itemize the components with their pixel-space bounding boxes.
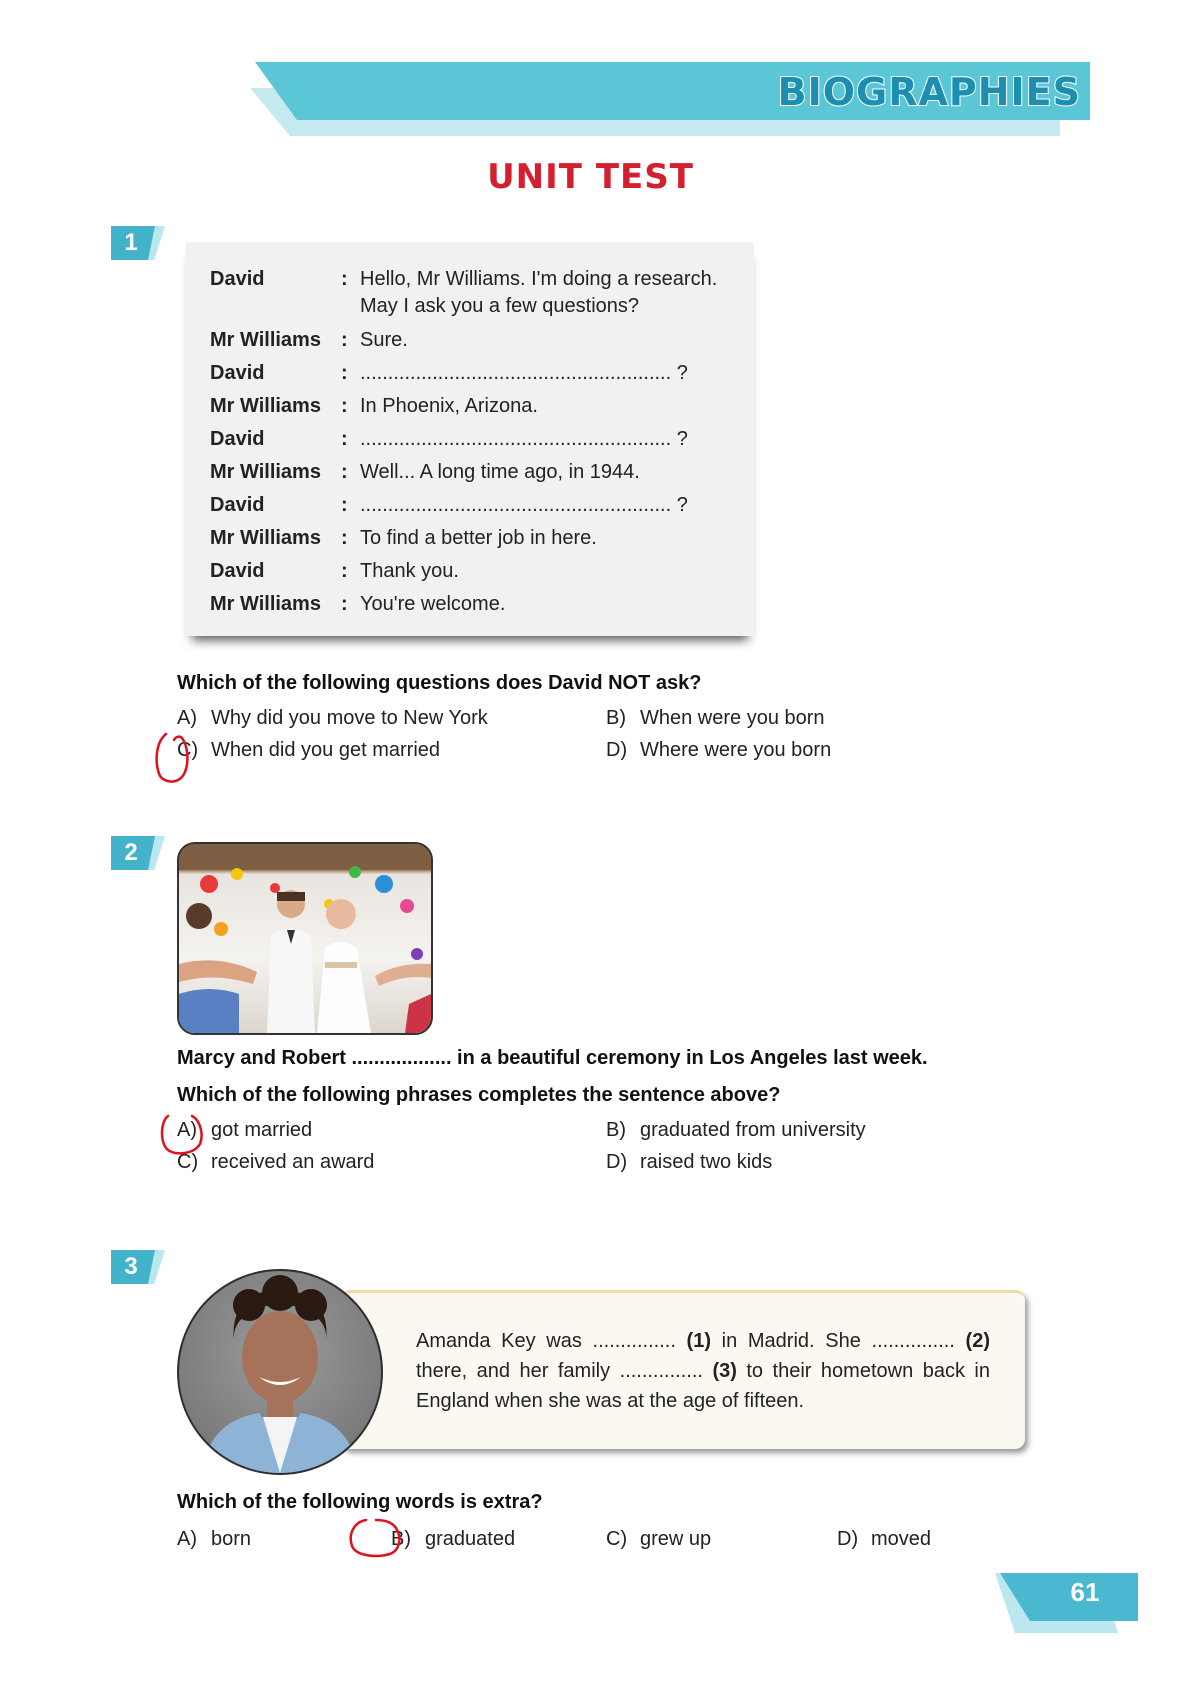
speaker: David: [210, 428, 265, 450]
speaker: David: [210, 494, 265, 516]
speaker: Mr Williams: [210, 329, 321, 351]
dialogue-line: Thank you.: [360, 560, 459, 582]
page-number: 61: [1070, 1577, 1100, 1607]
dialogue-blank-line: ........................................................ ?: [360, 362, 688, 384]
speaker: David: [210, 268, 265, 290]
option-text: When were you born: [640, 707, 825, 729]
option-letter: A): [177, 1119, 197, 1141]
dialogue-line: To find a better job in here.: [360, 527, 597, 549]
bride: [317, 899, 371, 1033]
speaker: Mr Williams: [210, 395, 321, 417]
speaker: David: [210, 362, 265, 384]
option-text: Why did you move to New York: [211, 707, 488, 729]
colon: :: [341, 461, 348, 483]
dialogue-line: In Phoenix, Arizona.: [360, 395, 538, 417]
speaker: Mr Williams: [210, 461, 321, 483]
question-number: 1: [124, 229, 138, 256]
blank-number: (3): [712, 1360, 737, 1382]
answer-option-d[interactable]: [606, 1151, 772, 1174]
option-text: received an award: [211, 1151, 375, 1173]
option-text: got married: [211, 1119, 313, 1141]
passage-part: Amanda Key was ...............: [416, 1330, 687, 1352]
passage-part: to their hometown back in England when she was at the age of fifteen.: [416, 1360, 990, 1412]
passage-text: [416, 1326, 990, 1416]
option-text: moved: [871, 1528, 932, 1550]
wedding-illustration: [179, 844, 431, 1033]
passage-part: in Madrid. She ...............: [711, 1330, 966, 1352]
colon: :: [341, 329, 348, 351]
colon: :: [341, 268, 348, 290]
option-letter: B): [606, 1119, 626, 1141]
option-text: raised two kids: [640, 1151, 773, 1173]
section-title: BIOGRAPHIES: [777, 70, 1081, 114]
question-number-tab-1: [111, 226, 165, 260]
blank-number: (2): [965, 1330, 990, 1352]
dialogue-line: Well... A long time ago, in 1944.: [360, 461, 640, 483]
answer-option-a[interactable]: [177, 1528, 251, 1551]
option-text: grew up: [640, 1528, 712, 1550]
colon: :: [341, 560, 348, 582]
answer-option-d[interactable]: [837, 1528, 931, 1551]
confetti: [200, 866, 423, 960]
handwritten-circle-mark: [346, 1514, 410, 1562]
option-letter: D): [606, 1151, 628, 1173]
dialogue-line-part: May I ask you a few questions?: [360, 295, 640, 317]
speaker: Mr Williams: [210, 593, 321, 615]
handwritten-circle-mark: [158, 1110, 210, 1158]
option-letter: A): [177, 707, 197, 729]
option-text: born: [211, 1528, 252, 1550]
question-1-prompt: Which of the following questions does David NOT ask?: [177, 672, 702, 694]
dialogue-box: [186, 242, 754, 636]
colon: :: [341, 593, 348, 615]
page-title: UNIT TEST: [487, 157, 694, 197]
option-text: When did you get married: [211, 739, 441, 761]
dialogue-line: You're welcome.: [360, 593, 506, 615]
question-number: 2: [124, 839, 138, 866]
colon: :: [341, 527, 348, 549]
option-letter: B): [391, 1528, 411, 1550]
wedding-photo: [177, 842, 433, 1035]
speaker: Mr Williams: [210, 527, 321, 549]
question-number-tab-3: [111, 1250, 165, 1284]
question-2-prompt: Which of the following phrases completes the sentence above?: [177, 1084, 781, 1106]
option-letter: D): [606, 739, 628, 761]
dialogue-line-part: Hello, Mr Williams. I'm doing a research.: [360, 268, 718, 290]
option-letter: A): [177, 1528, 197, 1550]
colon: :: [341, 494, 348, 516]
portrait-photo: [177, 1269, 383, 1475]
question-number: 3: [124, 1253, 138, 1280]
colon: :: [341, 395, 348, 417]
option-letter: B): [606, 707, 626, 729]
dialogue-line: [360, 266, 760, 320]
dialogue-blank-line: ........................................................ ?: [360, 494, 688, 516]
speaker: David: [210, 560, 265, 582]
option-text: Where were you born: [640, 739, 832, 761]
question-3-prompt: Which of the following words is extra?: [177, 1491, 543, 1513]
groom: [267, 890, 315, 1033]
question-2-sentence: Marcy and Robert .................. in a beautiful ceremony in Los Angeles last week.: [177, 1047, 928, 1069]
handwritten-circle-mark: [152, 728, 202, 788]
answer-option-b[interactable]: [606, 707, 825, 730]
dialogue-line: Sure.: [360, 329, 408, 351]
colon: :: [341, 428, 348, 450]
blank-number: (1): [686, 1330, 711, 1352]
option-text: graduated: [425, 1528, 516, 1550]
answer-option-b[interactable]: [606, 1119, 866, 1142]
answer-option-a[interactable]: [177, 707, 488, 730]
option-letter: D): [837, 1528, 859, 1550]
option-letter: C): [606, 1528, 628, 1550]
colon: :: [341, 362, 348, 384]
option-letter: C): [177, 1151, 199, 1173]
option-letter: C): [177, 739, 199, 761]
answer-option-d[interactable]: [606, 739, 831, 762]
portrait-illustration: [179, 1271, 381, 1473]
option-text: graduated from university: [640, 1119, 866, 1141]
dialogue-blank-line: ........................................................ ?: [360, 428, 688, 450]
passage-part: there, and her family ...............: [416, 1360, 713, 1382]
question-number-tab-2: [111, 836, 165, 870]
answer-option-c[interactable]: [177, 739, 440, 762]
answer-option-c[interactable]: [606, 1528, 711, 1551]
